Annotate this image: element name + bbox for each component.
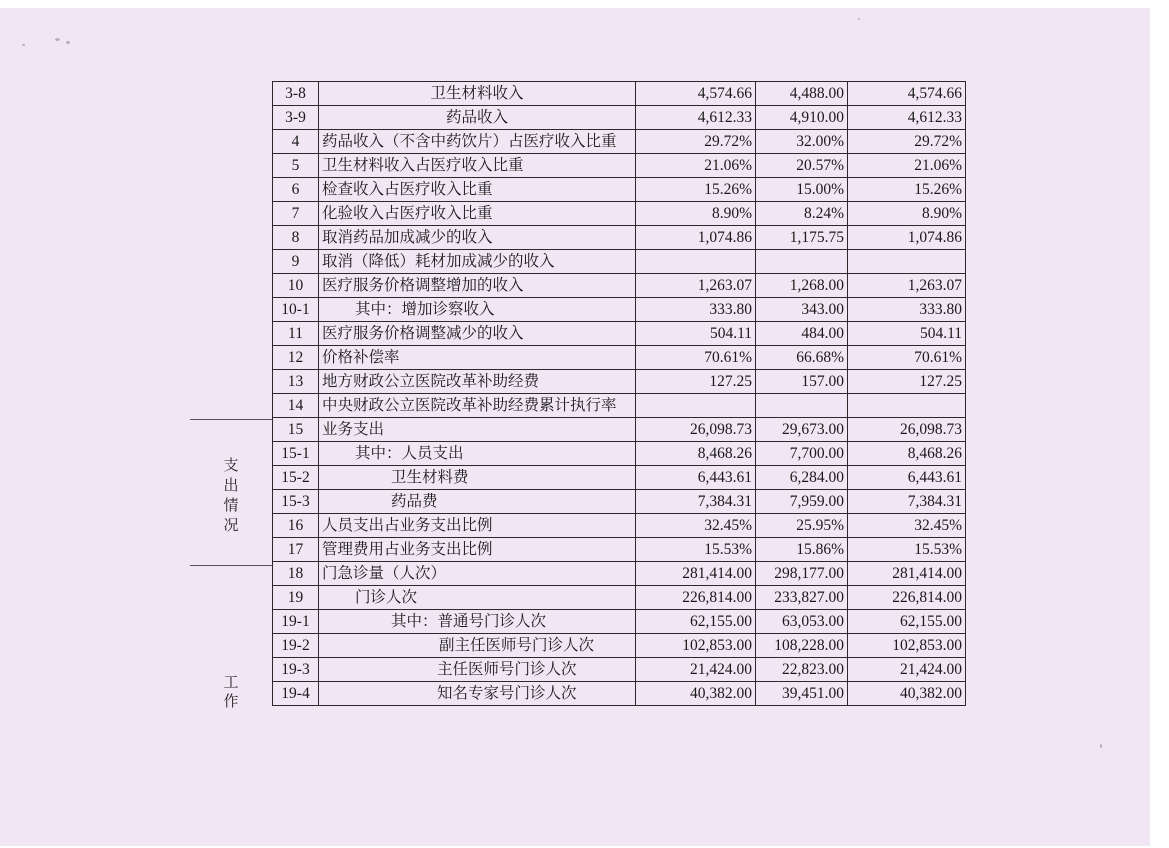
table-row [273,562,966,586]
row-value-1: 21.06% [636,154,756,178]
table-row [273,634,966,658]
row-value-2: 15.86% [756,538,848,562]
scan-speck [55,38,60,41]
row-value-2: 1,175.75 [756,226,848,250]
row-value-2: 4,488.00 [756,82,848,106]
row-indicator-name: 管理费用占业务支出比例 [319,538,636,562]
row-value-2: 484.00 [756,322,848,346]
table-row [273,394,966,418]
indicator-table-body [273,82,966,706]
row-value-2: 20.57% [756,154,848,178]
row-indicator-name: 副主任医师号门诊人次 [319,634,636,658]
row-indicator-name: 业务支出 [319,418,636,442]
table-row [273,610,966,634]
row-value-1: 21,424.00 [636,658,756,682]
table-row [273,154,966,178]
row-code: 19-2 [273,634,319,658]
table-row [273,490,966,514]
row-indicator-name: 价格补偿率 [319,346,636,370]
row-value-2: 108,228.00 [756,634,848,658]
table-row [273,226,966,250]
row-indicator-name: 门诊人次 [319,586,636,610]
row-value-1: 8.90% [636,202,756,226]
row-value-2: 66.68% [756,346,848,370]
row-value-2: 29,673.00 [756,418,848,442]
row-code: 15-1 [273,442,319,466]
row-indicator-name: 地方财政公立医院改革补助经费 [319,370,636,394]
row-indicator-name: 中央财政公立医院改革补助经费累计执行率 [319,394,636,418]
table-row [273,538,966,562]
scan-speck [858,18,860,20]
row-value-2 [756,250,848,274]
row-indicator-name: 卫生材料收入 [319,82,636,106]
row-value-2: 22,823.00 [756,658,848,682]
row-indicator-name: 药品费 [319,490,636,514]
row-value-3: 281,414.00 [848,562,966,586]
row-code: 5 [273,154,319,178]
row-value-3: 226,814.00 [848,586,966,610]
row-indicator-name: 主任医师号门诊人次 [319,658,636,682]
table-row [273,106,966,130]
row-indicator-name: 药品收入（不含中药饮片）占医疗收入比重 [319,130,636,154]
row-code: 15-2 [273,466,319,490]
row-code: 10-1 [273,298,319,322]
scan-speck [66,41,70,44]
row-value-2: 15.00% [756,178,848,202]
table-row [273,322,966,346]
row-code: 16 [273,514,319,538]
row-value-1: 15.26% [636,178,756,202]
row-indicator-name: 卫生材料费 [319,466,636,490]
row-value-3: 6,443.61 [848,466,966,490]
row-indicator-name: 知名专家号门诊人次 [319,682,636,706]
row-value-3: 70.61% [848,346,966,370]
row-value-1: 102,853.00 [636,634,756,658]
row-code: 19 [273,586,319,610]
row-value-1: 15.53% [636,538,756,562]
table-row [273,370,966,394]
row-code: 6 [273,178,319,202]
table-row [273,466,966,490]
table-row [273,178,966,202]
row-value-2: 4,910.00 [756,106,848,130]
row-value-3: 4,612.33 [848,106,966,130]
row-value-3 [848,394,966,418]
row-value-3: 32.45% [848,514,966,538]
row-indicator-name: 卫生材料收入占医疗收入比重 [319,154,636,178]
table-row [273,346,966,370]
row-code: 13 [273,370,319,394]
row-value-1: 281,414.00 [636,562,756,586]
row-indicator-name: 其中：普通号门诊人次 [319,610,636,634]
row-value-1: 7,384.31 [636,490,756,514]
row-code: 15 [273,418,319,442]
row-value-1: 32.45% [636,514,756,538]
row-value-3: 504.11 [848,322,966,346]
table-row [273,514,966,538]
row-code: 18 [273,562,319,586]
row-value-1: 1,263.07 [636,274,756,298]
table-row [273,298,966,322]
row-value-3: 1,263.07 [848,274,966,298]
row-value-1: 6,443.61 [636,466,756,490]
row-code: 19-4 [273,682,319,706]
row-indicator-name: 化验收入占医疗收入比重 [319,202,636,226]
row-indicator-name: 取消（降低）耗材加成减少的收入 [319,250,636,274]
row-value-3: 333.80 [848,298,966,322]
row-value-1 [636,394,756,418]
row-indicator-name: 其中：人员支出 [319,442,636,466]
table-row [273,442,966,466]
row-indicator-name: 医疗服务价格调整减少的收入 [319,322,636,346]
row-indicator-name: 取消药品加成减少的收入 [319,226,636,250]
row-indicator-name: 门急诊量（人次） [319,562,636,586]
category-char: 作 [223,692,239,710]
row-value-2 [756,394,848,418]
row-value-3: 102,853.00 [848,634,966,658]
row-code: 7 [273,202,319,226]
table-row [273,202,966,226]
row-code: 14 [273,394,319,418]
row-value-3: 1,074.86 [848,226,966,250]
row-value-1: 62,155.00 [636,610,756,634]
table-row [273,274,966,298]
row-value-3: 4,574.66 [848,82,966,106]
row-value-2: 32.00% [756,130,848,154]
row-value-1: 70.61% [636,346,756,370]
row-code: 3-8 [273,82,319,106]
row-value-1: 333.80 [636,298,756,322]
row-value-3: 62,155.00 [848,610,966,634]
row-code: 19-1 [273,610,319,634]
table-row [273,586,966,610]
row-value-2: 7,700.00 [756,442,848,466]
row-value-3: 29.72% [848,130,966,154]
row-code: 15-3 [273,490,319,514]
row-value-2: 25.95% [756,514,848,538]
row-indicator-name: 医疗服务价格调整增加的收入 [319,274,636,298]
table-row [273,250,966,274]
row-value-2: 39,451.00 [756,682,848,706]
row-code: 10 [273,274,319,298]
row-value-2: 298,177.00 [756,562,848,586]
row-value-1: 40,382.00 [636,682,756,706]
row-value-2: 7,959.00 [756,490,848,514]
row-code: 4 [273,130,319,154]
category-char: 况 [223,516,239,534]
row-value-1: 29.72% [636,130,756,154]
section-divider-work [190,565,273,566]
indicator-table [272,81,966,706]
row-value-2: 8.24% [756,202,848,226]
row-indicator-name: 人员支出占业务支出比例 [319,514,636,538]
category-char: 工 [223,673,239,691]
row-value-3: 127.25 [848,370,966,394]
row-value-1: 1,074.86 [636,226,756,250]
row-value-3: 8.90% [848,202,966,226]
row-value-3: 26,098.73 [848,418,966,442]
section-divider-expenditure [190,419,273,420]
row-code: 17 [273,538,319,562]
row-value-3: 21.06% [848,154,966,178]
row-value-2: 233,827.00 [756,586,848,610]
row-value-2: 343.00 [756,298,848,322]
row-value-1: 4,612.33 [636,106,756,130]
row-value-1: 8,468.26 [636,442,756,466]
row-value-1: 504.11 [636,322,756,346]
row-value-3: 7,384.31 [848,490,966,514]
table-row [273,418,966,442]
row-value-2: 6,284.00 [756,466,848,490]
row-indicator-name: 检查收入占医疗收入比重 [319,178,636,202]
row-code: 9 [273,250,319,274]
row-value-3: 15.53% [848,538,966,562]
row-value-2: 1,268.00 [756,274,848,298]
row-indicator-name: 药品收入 [319,106,636,130]
row-value-3: 40,382.00 [848,682,966,706]
row-value-2: 63,053.00 [756,610,848,634]
row-indicator-name: 其中：增加诊察收入 [319,298,636,322]
row-value-1 [636,250,756,274]
table-row [273,658,966,682]
scan-speck [22,44,25,46]
table-row [273,682,966,706]
row-value-1: 226,814.00 [636,586,756,610]
row-value-2: 157.00 [756,370,848,394]
row-value-3: 21,424.00 [848,658,966,682]
row-code: 3-9 [273,106,319,130]
category-char: 情 [223,496,239,514]
table-row [273,130,966,154]
table-row [273,82,966,106]
row-value-3 [848,250,966,274]
scan-speck [1100,744,1102,748]
category-char: 支 [223,456,239,474]
row-value-3: 15.26% [848,178,966,202]
row-value-1: 4,574.66 [636,82,756,106]
row-value-1: 26,098.73 [636,418,756,442]
row-code: 19-3 [273,658,319,682]
row-code: 12 [273,346,319,370]
row-value-3: 8,468.26 [848,442,966,466]
row-value-1: 127.25 [636,370,756,394]
row-code: 11 [273,322,319,346]
category-char: 出 [223,476,239,494]
row-code: 8 [273,226,319,250]
